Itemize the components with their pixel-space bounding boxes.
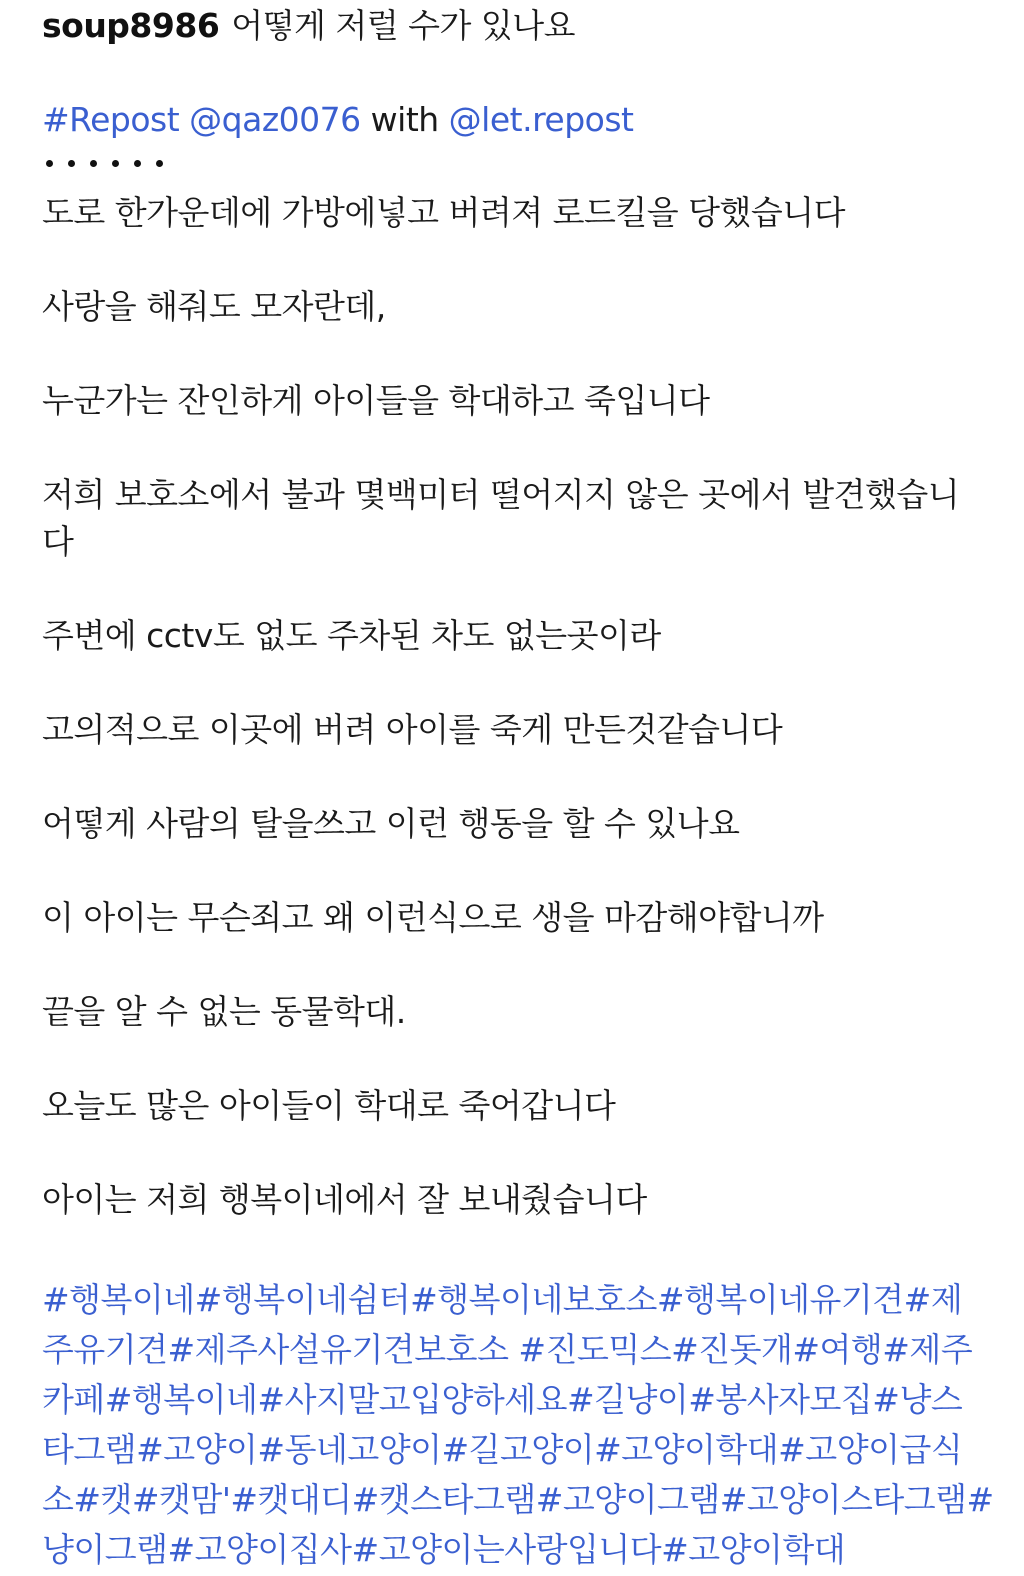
repost-app-user[interactable]: @let.repost	[448, 100, 634, 139]
body-line-6: 고의적으로 이곳에 버려 아이를 죽게 만든것같습니다	[42, 710, 783, 749]
caption-headline: 어떻게 저럴 수가 있나요	[231, 6, 576, 45]
body-line-5: 주변에 cctv도 없도 주차된 차도 없는곳이라	[42, 616, 661, 655]
repost-line	[42, 100, 634, 140]
divider-dot	[156, 160, 163, 167]
hashtag-block	[42, 1275, 994, 1575]
divider-dot	[46, 160, 53, 167]
repost-source-user[interactable]: @qaz0076	[189, 100, 361, 139]
repost-with-text: with	[370, 100, 439, 139]
hashtag-line-4[interactable]: 타그램#고양이#동네고양이#길고양이#고양이학대#고양이급식	[42, 1430, 963, 1469]
body-line-10: 오늘도 많은 아이들이 학대로 죽어갑니다	[42, 1086, 616, 1125]
hashtag-line-5[interactable]: 소#캣#캣맘'#캣대디#캣스타그램#고양이그램#고양이스타그램#	[42, 1480, 994, 1519]
body-line-9: 끝을 알 수 없는 동물학대.	[42, 992, 406, 1031]
body-line-4b: 다	[42, 522, 74, 561]
username-link[interactable]: soup8986	[42, 6, 220, 45]
body-line-8: 이 아이는 무슨죄고 왜 이런식으로 생을 마감해야합니까	[42, 898, 824, 937]
body-line-3: 누군가는 잔인하게 아이들을 학대하고 죽입니다	[42, 381, 710, 420]
repost-hashtag[interactable]: #Repost	[42, 100, 180, 139]
hashtag-line-6[interactable]: 냥이그램#고양이집사#고양이는사랑입니다#고양이학대	[42, 1530, 846, 1569]
dot-divider	[46, 160, 163, 167]
divider-dot	[112, 160, 119, 167]
caption-header	[42, 6, 575, 46]
hashtag-line-1[interactable]: #행복이네#행복이네쉼터#행복이네보호소#행복이네유기견#제	[42, 1280, 963, 1319]
divider-dot	[134, 160, 141, 167]
divider-dot	[68, 160, 75, 167]
body-line-2: 사랑을 해줘도 모자란데,	[42, 287, 386, 326]
body-line-4a: 저희 보호소에서 불과 몇백미터 떨어지지 않은 곳에서 발견했습니	[42, 475, 960, 514]
body-line-11: 아이는 저희 행복이네에서 잘 보내줬습니다	[42, 1180, 647, 1219]
hashtag-line-2[interactable]: 주유기견#제주사설유기견보호소 #진도믹스#진돗개#여행#제주	[42, 1330, 973, 1369]
body-line-7: 어떻게 사람의 탈을쓰고 이런 행동을 할 수 있나요	[42, 804, 740, 843]
body-line-1: 도로 한가운데에 가방에넣고 버려져 로드킬을 당했습니다	[42, 193, 846, 232]
divider-dot	[90, 160, 97, 167]
hashtag-line-3[interactable]: 카페#행복이네#사지말고입양하세요#길냥이#봉사자모집#냥스	[42, 1380, 963, 1419]
